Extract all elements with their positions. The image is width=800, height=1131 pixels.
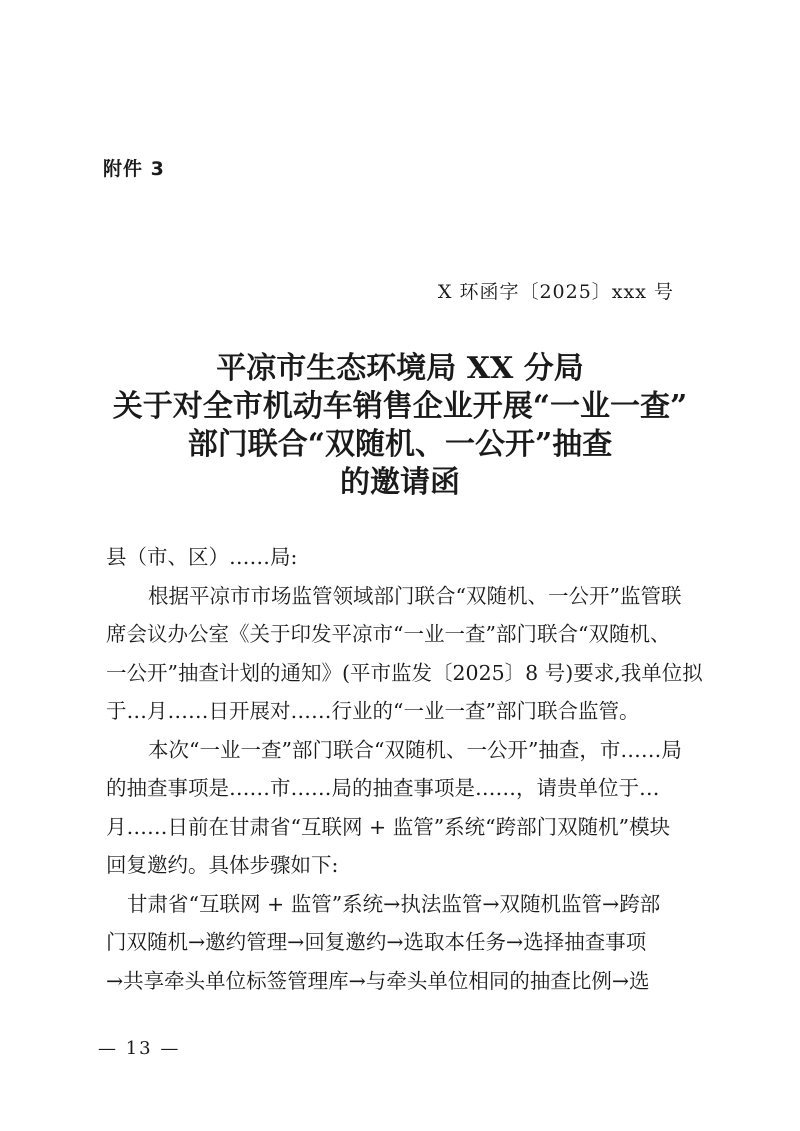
paragraph-line: 的抽查事项是……市……局的抽查事项是……，请贵单位于… [106, 776, 660, 800]
paragraph-line: 根据平凉市市场监管领域部门联合“双随机、一公开”监管联 [148, 583, 682, 608]
title-line-4: 的邀请函 [340, 465, 460, 500]
paragraph-line: 一公开”抽查计划的通知》(平市监发〔2025〕8 号)要求,我单位拟 [106, 660, 703, 685]
document-number: X 环函字〔2025〕xxx 号 [437, 281, 674, 303]
title-line-3: 部门联合“双随机、一公开”抽查 [187, 427, 613, 462]
title-line-2: 关于对全市机动车销售企业开展“一业一查” [112, 389, 688, 424]
paragraph-line: 门双随机→邀约管理→回复邀约→选取本任务→选择抽查事项 [106, 930, 647, 954]
paragraph-2 [106, 731, 694, 885]
document-title [60, 350, 740, 502]
title-line-1: 平凉市生态环境局 XX 分局 [216, 351, 584, 386]
paragraph-1 [106, 577, 703, 731]
paragraph-line: 席会议办公室《关于印发平凉市“一业一查”部门联合“双随机、 [106, 622, 671, 646]
paragraph-line: →共享牵头单位标签管理库→与牵头单位相同的抽查比例→选 [106, 968, 650, 993]
paragraph-line: 甘肃省“互联网 + 监管”系统→执法监管→双随机监管→跨部 [127, 891, 661, 916]
paragraph-line: 月……日前在甘肃省“互联网 + 监管”系统“跨部门双随机”模块 [106, 814, 671, 839]
paragraph-line: 于…月……日开展对……行业的“一业一查”部门联合监管。 [106, 699, 640, 723]
page-number: — 13 — [98, 1038, 181, 1059]
paragraph-line: 回复邀约。具体步骤如下: [106, 853, 339, 877]
document-body [106, 538, 703, 1000]
attachment-label: 附件 3 [103, 158, 165, 180]
paragraph-line: 本次“一业一查”部门联合“双随机、一公开”抽查，市……局 [148, 737, 682, 762]
paragraph-3 [106, 885, 694, 1001]
salutation: 县（市、区）……局: [106, 545, 298, 569]
